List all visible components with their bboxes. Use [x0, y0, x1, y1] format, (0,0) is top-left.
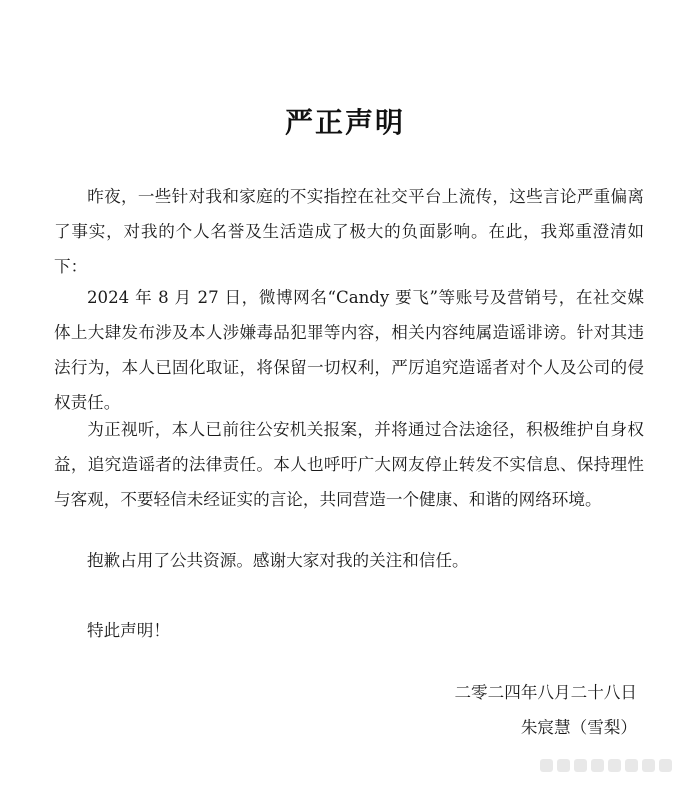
statement-signer: 朱宸慧（雪梨） [520, 718, 637, 737]
watermark-block [608, 759, 621, 772]
watermark-block [540, 759, 553, 772]
watermark-block [574, 759, 587, 772]
paragraph-closing [54, 613, 644, 648]
watermark-block [659, 759, 672, 772]
statement-date: 二零二四年八月二十八日 [454, 683, 637, 702]
paragraph-actions-text: 为正视听，本人已前往公安机关报案，并将通过合法途径，积极维护自身权益，追究造谣者的法律责任。本人也呼吁广大网友停止转发不实信息、保持理性与客观，不要轻信未经证实的言论，共同营造一个健康、和谐的网络环境。 [54, 420, 644, 509]
paragraph-actions [54, 412, 644, 517]
watermark-graphic [540, 757, 672, 773]
paragraph-facts [54, 280, 644, 420]
watermark-block [625, 759, 638, 772]
watermark-block [591, 759, 604, 772]
paragraph-intro-text: 昨夜，一些针对我和家庭的不实指控在社交平台上流传，这些言论严重偏离了事实，对我的个人名誉及生活造成了极大的负面影响。在此，我郑重澄清如下： [54, 187, 644, 276]
paragraph-apology-text: 抱歉占用了公共资源。感谢大家对我的关注和信任。 [87, 551, 469, 570]
paragraph-apology [54, 543, 644, 578]
watermark-block [642, 759, 655, 772]
watermark-block [557, 759, 570, 772]
document-title: 严正声明 [284, 106, 405, 139]
paragraph-intro [54, 179, 644, 284]
paragraph-closing-text: 特此声明！ [87, 621, 170, 640]
paragraph-facts-text: 2024 年 8 月 27 日，微博网名“Candy 要飞”等账号及营销号，在社交媒体上大肆发布涉及本人涉嫌毒品犯罪等内容，相关内容纯属造谣诽谤。针对其违法行为，本人已固化取证，将保留一切权利，严厉追究造谣者对个人及公司的侵权责任。 [54, 288, 644, 412]
